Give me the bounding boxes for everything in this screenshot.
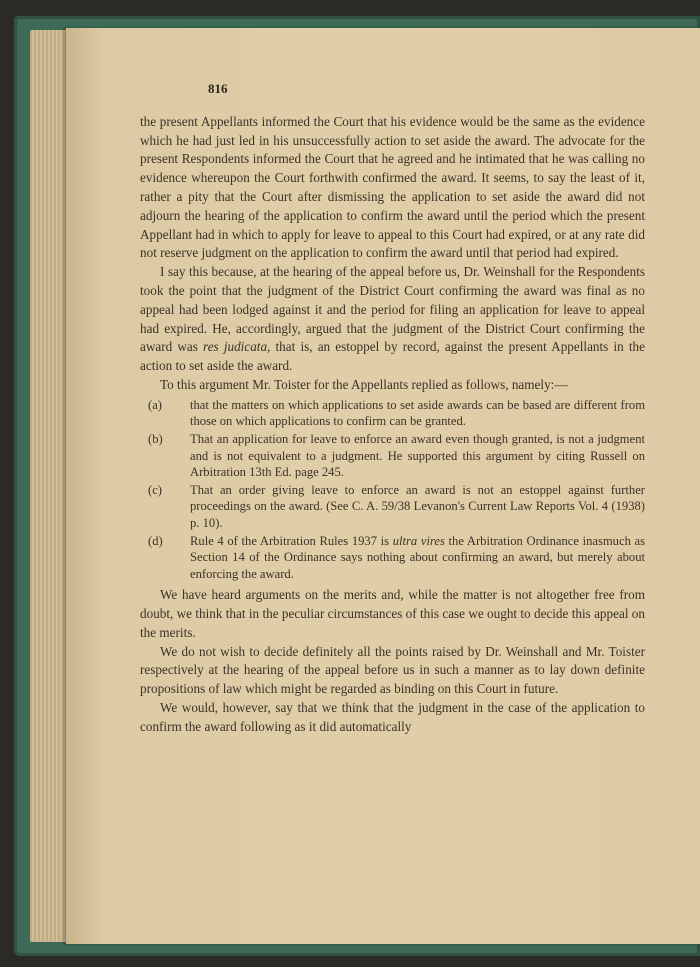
paragraph-2 <box>140 263 645 376</box>
clause-text <box>190 533 645 583</box>
clause-label: (c) <box>148 482 162 497</box>
clause-text: That an application for leave to enforce an award even though granted, is not a judgment and is not equivalent to a judgment. He supported this argument by citing Russell on Arbitration 13th Ed. page 245. <box>190 431 645 480</box>
clause-label: (d) <box>148 533 163 548</box>
clause-b <box>140 431 645 481</box>
clause-a <box>140 397 645 430</box>
page-number: 816 <box>208 81 228 96</box>
paragraph-5: We do not wish to decide definitely all the points raised by Dr. Weinshall and Mr. Toister respectively at the hearing of the appeal before us in such a manner as to lay down definite propositions of law which might be regarded as binding on this Court in future. <box>140 643 645 697</box>
clause-label: (b) <box>148 431 163 446</box>
clause-d-end: the Arbitration Ordinance inasmuch as Section 14 of the Ordinance says nothing about confirming an award, but merely about enforcing the award. <box>190 533 646 581</box>
paragraph-3: To this argument Mr. Toister for the Appellants replied as follows, namely:— <box>160 376 568 392</box>
paragraph-2-italic: res judicata, <box>203 339 271 355</box>
clause-list <box>140 397 645 583</box>
clause-d <box>140 533 645 583</box>
clause-d-start: Rule 4 of the Arbitration Rules 1937 is <box>190 533 393 548</box>
paragraph-4: We have heard arguments on the merits and, while the matter is not altogether free from doubt, we think that in the peculiar circumstances of this case we ought to decide this appeal on the merits. <box>140 587 645 640</box>
paragraph-6: We would, however, say that we think that the judgment in the case of the application to confirm the award following as it did automatically <box>140 700 645 734</box>
clause-text: That an order giving leave to enforce an award is not an estoppel against further proceedings on the award. (See C. A. 59/38 Levanon's Current Law Reports Vol. 4 (1938) p. 10). <box>190 482 645 530</box>
paragraph-2-start: I say this because, at the hearing of the appeal before us, Dr. Weinshall for the Respondents took the point that the judgment of the District Court confirming the award was final as no appeal had been lodged against it and the period for filing an application for leave to appeal had expired. He, accordingly, argued that the judgment of the District Court confirming the award was <box>140 264 645 355</box>
paragraph-1: the present Appellants informed the Court that his evidence would be the same as the evidence which he had just led in his unsuccessfully action to set aside the award. The advocate for the present Respondents informed the Court that he agreed and he intimated that he was calling no evidence whereupon the Court forthwith confirmed the award. It seems, to say the least of it, rather a pity that the Court after dismissing the application to set aside the award did not adjourn the hearing of the application to confirm the award until the period which the present Appellant had in which to apply for leave to appeal to this Court had expired, or at any rate did not reserve judgment on the application to confirm the award until that period had expired. <box>140 113 645 261</box>
clause-c <box>140 482 645 532</box>
clause-label: (a) <box>148 397 162 412</box>
paragraph-2-end: that is, an estoppel by record, against the present Appellants in the action to set aside the award. <box>140 339 645 374</box>
clause-d-italic: ultra vires <box>392 533 445 548</box>
clause-text: that the matters on which applications to set aside awards can be based are different from those on which applications to confirm can be granted. <box>190 397 645 429</box>
page-text <box>140 80 645 737</box>
page-edges <box>30 30 70 942</box>
